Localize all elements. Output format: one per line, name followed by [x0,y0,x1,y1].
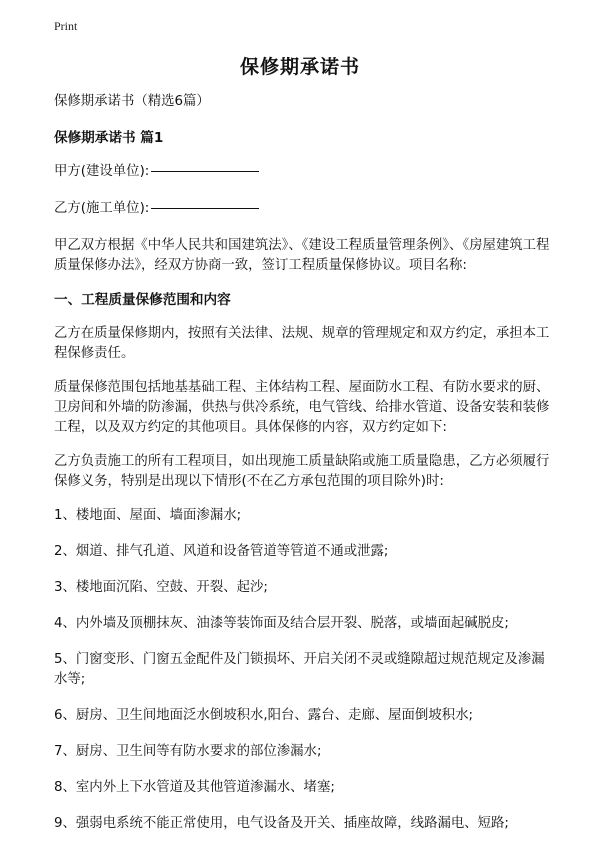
list-item: 2、烟道、排气孔道、风道和设备管道等管道不通或泄露; [54,544,389,559]
list-item: 8、室内外上下水管道及其他管道渗漏水、堵塞; [54,780,335,795]
list-item: 5、门窗变形、门窗五金配件及门锁损坏、开启关闭不灵或缝隙超过规范规定及渗漏水等; [54,652,545,687]
party-b-row [54,199,554,219]
party-b-label: 乙方(施工单位): [54,201,150,216]
list-item: 3、楼地面沉陷、空鼓、开裂、起沙; [54,580,268,595]
party-a-label: 甲方(建设单位): [54,164,150,179]
intro-paragraph: 甲乙双方根据《中华人民共和国建筑法》、《建设工程质量管理条例》、《房屋建筑工程质量保修办法》，经双方协商一致，签订工程质量保修协议。项目名称: [54,238,550,273]
paragraph-1: 乙方在质量保修期内，按照有关法律、法规、规章的管理规定和双方约定，承担本工程保修责任。 [54,326,550,361]
document-subtitle: 保修期承诺书（精选6篇） [54,94,210,109]
document-title: 保修期承诺书 [239,56,360,78]
party-a-blank [151,170,259,172]
list-item: 6、厨房、卫生间地面泛水倒坡积水,阳台、露台、走廊、屋面倒坡积水; [54,708,474,723]
paragraph-3: 乙方负责施工的所有工程项目，如出现施工质量缺陷或施工质量隐患，乙方必须履行保修义务，特别是出现以下情形(不在乙方承包范围的项目除外)时: [54,454,550,489]
print-link[interactable]: Print [54,19,78,33]
list-item: 9、强弱电系统不能正常使用，电气设备及开关、插座故障，线路漏电、短路; [54,816,509,831]
section-title: 保修期承诺书 篇1 [54,130,164,146]
party-a-row [54,162,554,182]
document-body [54,92,554,850]
heading-1: 一、工程质量保修范围和内容 [54,292,231,308]
paragraph-2: 质量保修范围包括地基基础工程、主体结构工程、屋面防水工程、有防水要求的厨、卫房间和外墙的防渗漏，供热与供冷系统，电气管线、给排水管道、设备安装和装修工程，以及双方约定的其他项目。具体保修的内容，双方约定如下: [54,380,550,435]
list-item: 4、内外墙及顶棚抹灰、油漆等装饰面及结合层开裂、脱落，或墙面起碱脱皮; [54,616,509,631]
party-b-blank [151,207,259,209]
list-item: 7、厨房、卫生间等有防水要求的部位渗漏水; [54,744,322,759]
list-item: 1、楼地面、屋面、墙面渗漏水; [54,508,242,523]
